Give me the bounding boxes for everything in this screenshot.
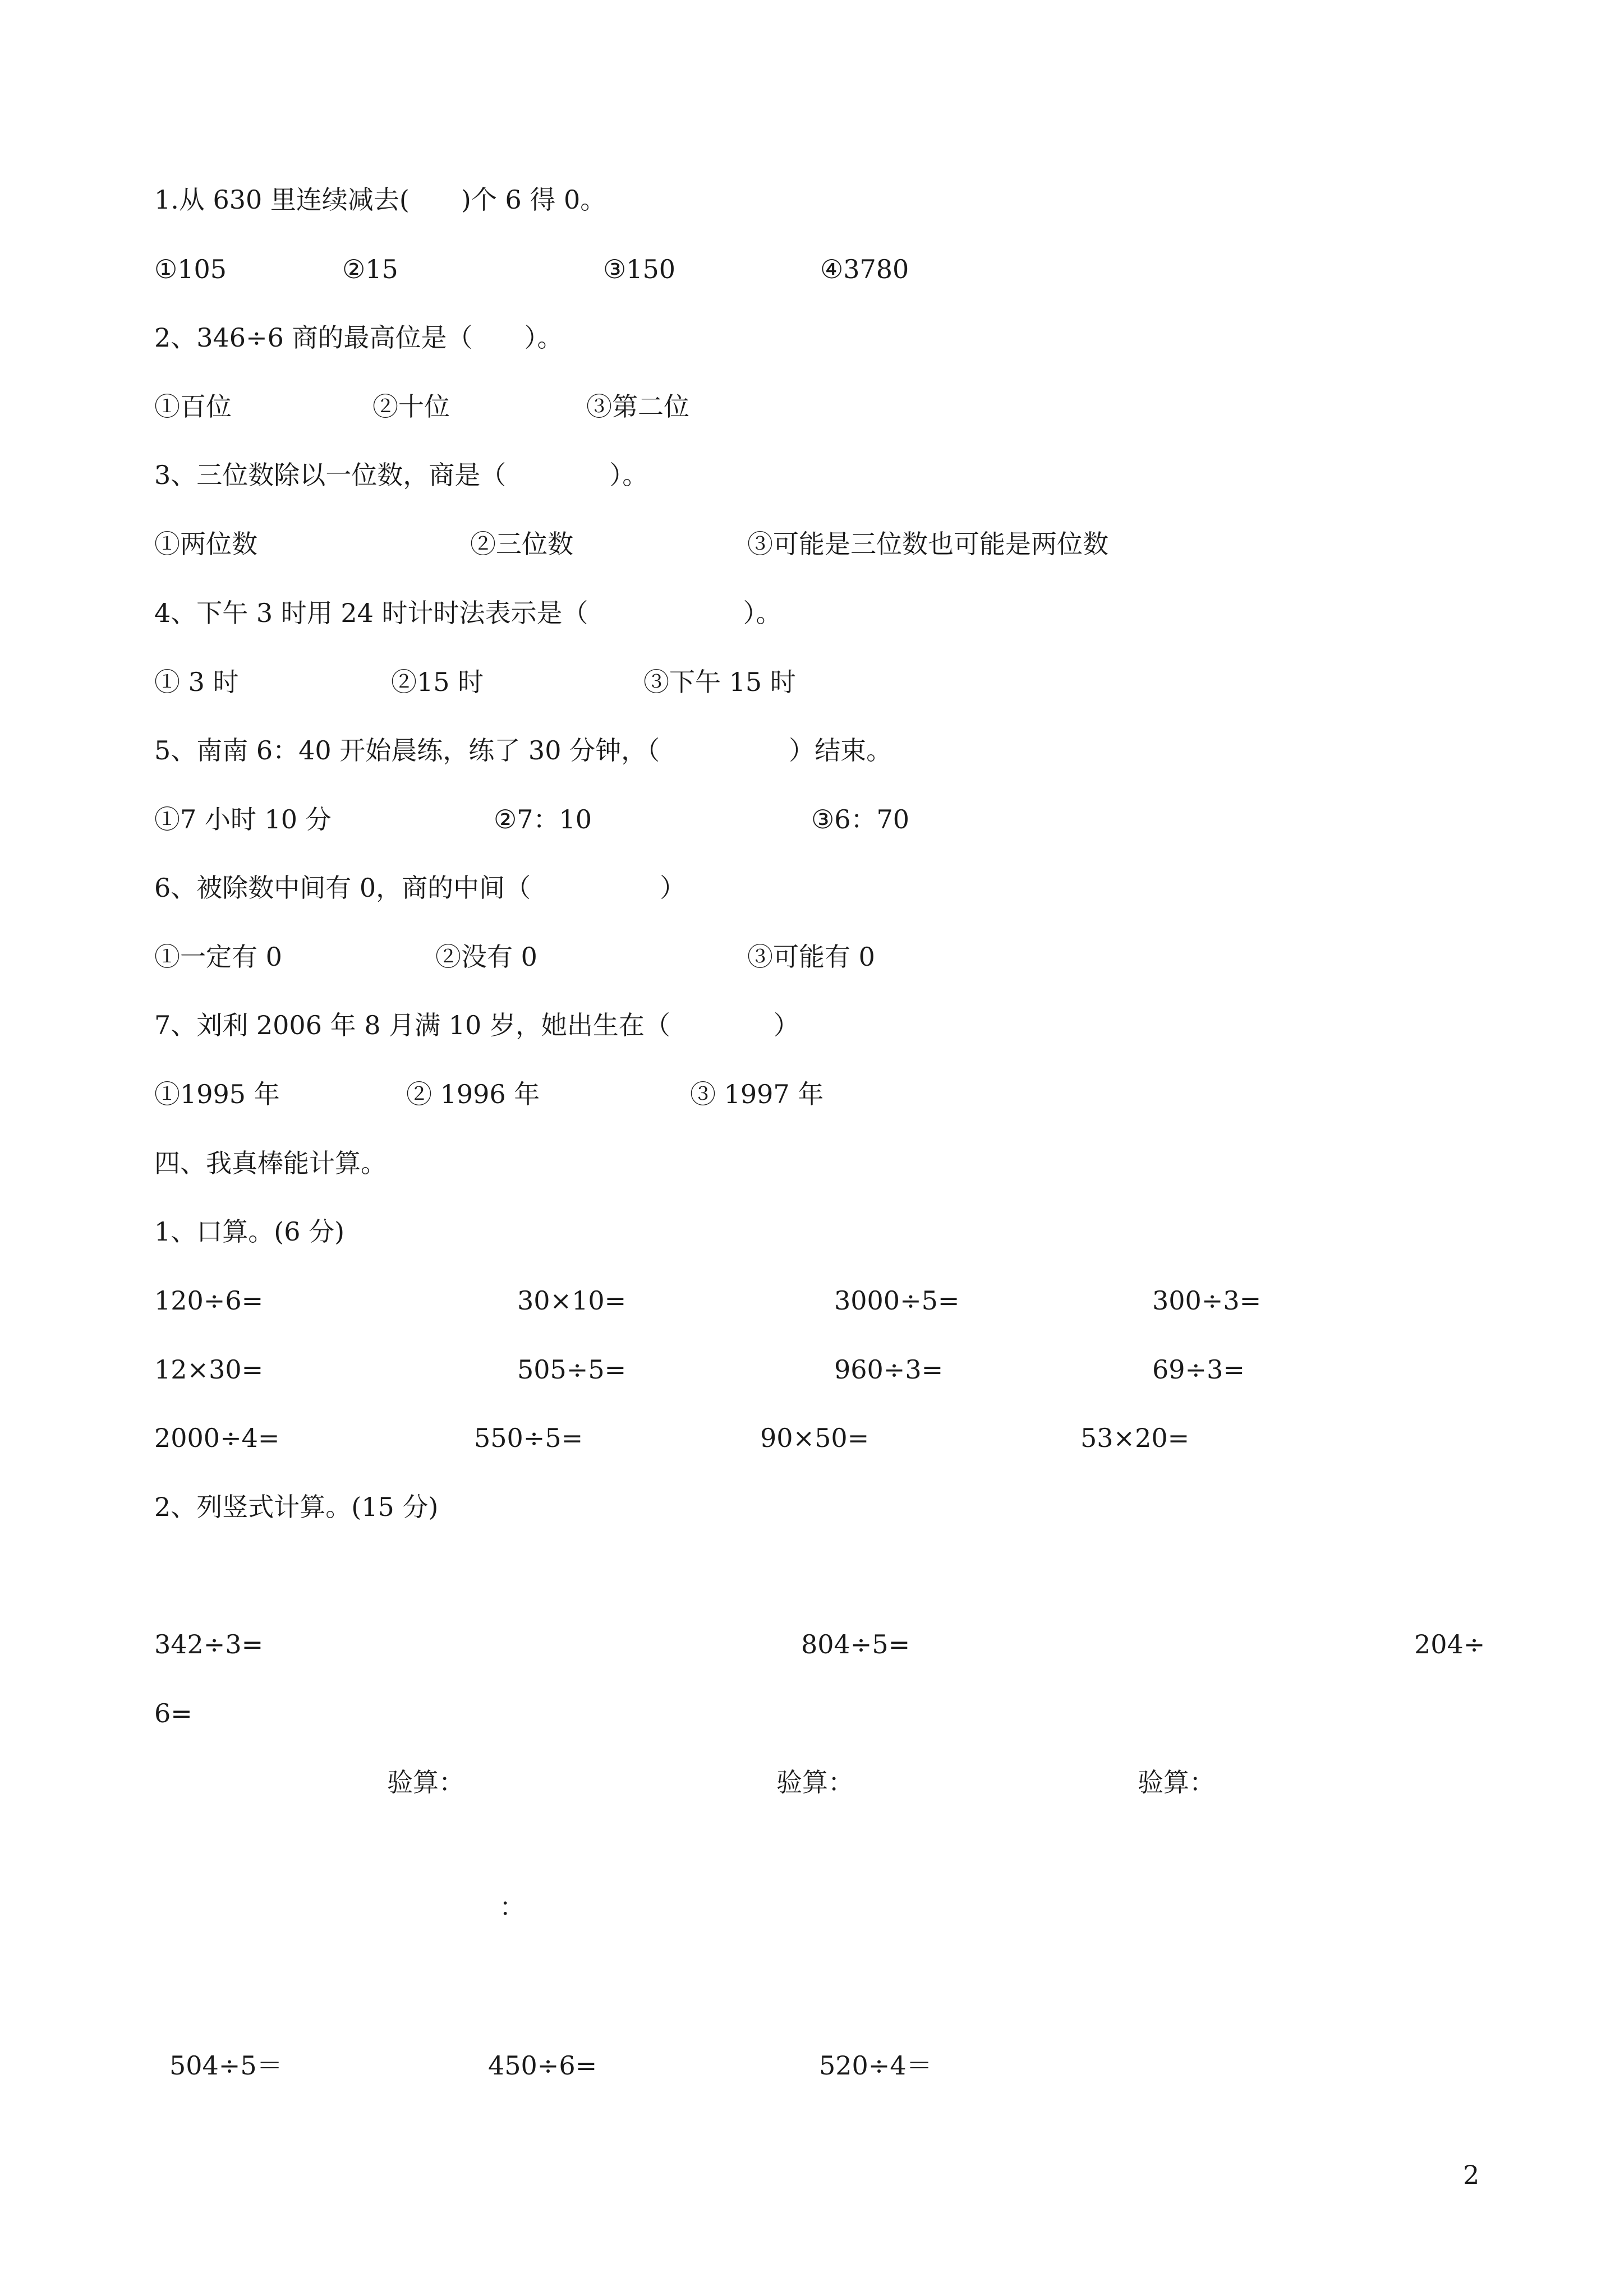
- q3-stem: 3、三位数除以一位数，商是（ ）。: [154, 460, 648, 490]
- check-label: 验算：: [387, 1767, 464, 1797]
- q5-stem: 5、南南 6：40 开始晨练，练了 30 分钟，（ ）结束。: [154, 735, 892, 766]
- oral-problem: 3000÷5=: [834, 1285, 960, 1316]
- q5-option-2: ②7：10: [494, 804, 592, 835]
- q6-stem: 6、被除数中间有 0，商的中间（ ）: [154, 873, 686, 903]
- q1-option-2: ②15: [342, 254, 398, 284]
- oral-problem: 90×50=: [760, 1423, 869, 1453]
- q2-stem: 2、346÷6 商的最高位是（ ）。: [154, 322, 563, 353]
- oral-problem: 12×30=: [154, 1354, 264, 1385]
- q6-option-3: ③可能有 0: [747, 942, 875, 972]
- q4-stem: 4、下午 3 时用 24 时计时法表示是（ ）。: [154, 598, 782, 628]
- oral-problem: 505÷5=: [517, 1354, 627, 1385]
- page-number: 2: [1463, 2160, 1480, 2190]
- vertical-problem-wrap: 6=: [154, 1698, 192, 1728]
- oral-problem: 550÷5=: [474, 1423, 583, 1453]
- vertical-problem: 504÷5＝: [169, 2050, 283, 2081]
- q1-option-4: ④3780: [820, 254, 909, 284]
- vertical-problem: 204÷: [1414, 1629, 1485, 1659]
- q3-option-1: ①两位数: [154, 529, 257, 559]
- vertical-problem: 342÷3=: [154, 1629, 264, 1659]
- q2-option-1: ①百位: [154, 391, 232, 422]
- vertical-title: 2、列竖式计算。(15 分): [154, 1492, 439, 1522]
- q2-option-3: ③第二位: [586, 391, 689, 422]
- oral-problem: 53×20=: [1080, 1423, 1190, 1453]
- stray-mark: ：: [499, 1892, 525, 1922]
- q4-option-3: ③下午 15 时: [643, 667, 796, 697]
- q4-option-2: ②15 时: [391, 667, 484, 697]
- q7-option-3: ③ 1997 年: [690, 1079, 824, 1109]
- section-title: 四、我真棒能计算。: [154, 1148, 387, 1178]
- q2-option-2: ②十位: [372, 391, 450, 422]
- q3-option-2: ②三位数: [470, 529, 573, 559]
- q6-option-2: ②没有 0: [435, 942, 537, 972]
- oral-problem: 2000÷4=: [154, 1423, 280, 1453]
- q1-option-1: ①105: [154, 254, 227, 284]
- vertical-problem: 450÷6=: [488, 2050, 597, 2081]
- q1-option-3: ③150: [603, 254, 676, 284]
- vertical-problem: 520÷4＝: [819, 2050, 932, 2081]
- q1-stem: 1.从 630 里连续减去( )个 6 得 0。: [154, 185, 606, 215]
- q6-option-1: ①一定有 0: [154, 942, 282, 972]
- q5-option-3: ③6：70: [811, 804, 910, 835]
- q4-option-1: ① 3 时: [154, 667, 239, 697]
- q7-option-2: ② 1996 年: [406, 1079, 540, 1109]
- oral-problem: 960÷3=: [834, 1354, 944, 1385]
- oral-problem: 120÷6=: [154, 1285, 264, 1316]
- check-label: 验算：: [1138, 1767, 1215, 1797]
- q5-option-1: ①7 小时 10 分: [154, 804, 332, 835]
- oral-title: 1、口算。(6 分): [154, 1216, 345, 1247]
- vertical-problem: 804÷5=: [801, 1629, 910, 1659]
- oral-problem: 300÷3=: [1152, 1285, 1262, 1316]
- q7-stem: 7、刘利 2006 年 8 月满 10 岁，她出生在（ ）: [154, 1010, 799, 1040]
- check-label: 验算：: [776, 1767, 854, 1797]
- oral-problem: 69÷3=: [1152, 1354, 1245, 1385]
- q7-option-1: ①1995 年: [154, 1079, 280, 1109]
- q3-option-3: ③可能是三位数也可能是两位数: [747, 529, 1108, 559]
- oral-problem: 30×10=: [517, 1285, 627, 1316]
